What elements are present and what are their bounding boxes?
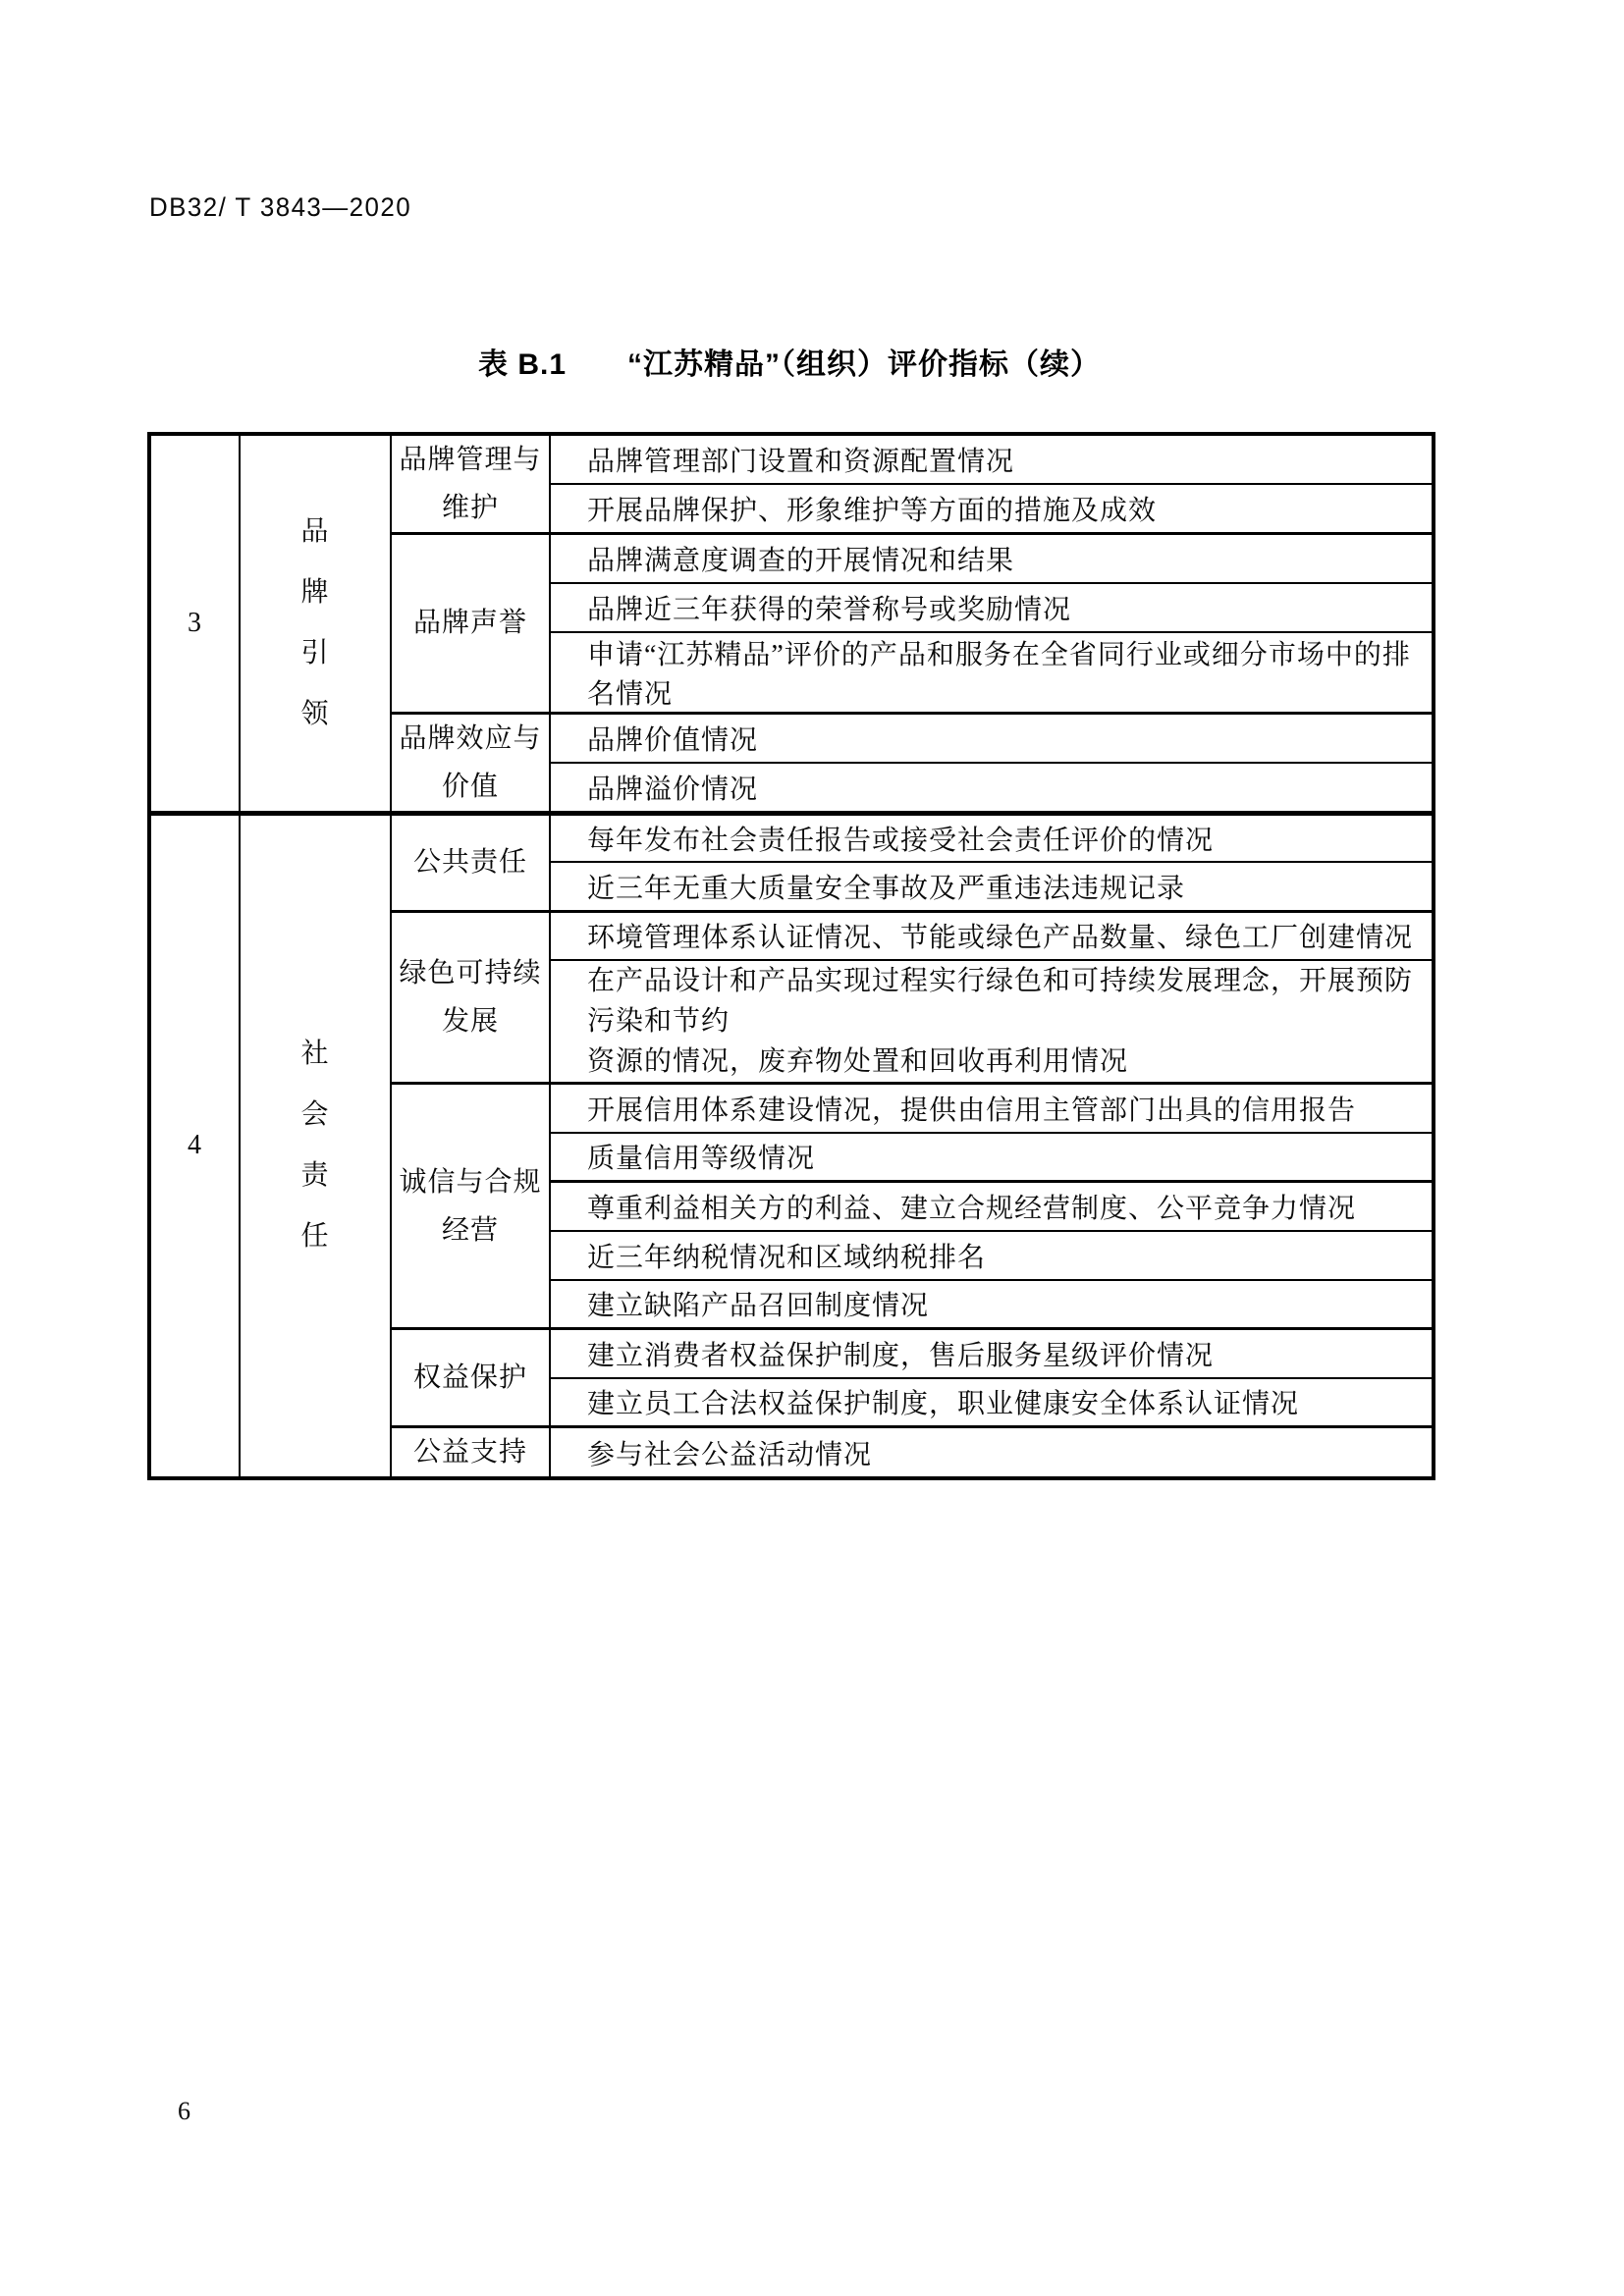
indicator-line: 在产品设计和产品实现过程实行绿色和可持续发展理念，开展预防污染和节约 [587, 966, 1414, 1037]
indicator-cell: 开展信用体系建设情况，提供由信用主管部门出具的信用报告 [550, 1084, 1434, 1133]
group-label-line: 公益支持 [412, 1437, 527, 1468]
group-label-line: 价值 [441, 771, 499, 802]
group-label-line: 诚信与合规 [399, 1166, 542, 1198]
indicator-cell: 建立缺陷产品召回制度情况 [550, 1280, 1434, 1329]
group-label-line: 维护 [441, 493, 499, 523]
page-number: 6 [178, 2097, 190, 2125]
table-caption: 表 B.1 “江苏精品”（组织）评价指标（续） [477, 348, 1102, 381]
indicator-cell: 每年发布社会责任报告或接受社会责任评价的情况 [550, 813, 1434, 862]
category-char: 品 [300, 515, 330, 547]
indicator-cell: 环境管理体系认证情况、节能或绿色产品数量、绿色工厂创建情况 [550, 911, 1434, 960]
group-cell [391, 434, 550, 534]
group-cell [391, 911, 550, 1084]
indicator-cell: 近三年纳税情况和区域纳税排名 [550, 1231, 1434, 1280]
group-cell [391, 1427, 550, 1479]
indicator-cell: 品牌溢价情况 [550, 763, 1434, 813]
section-number-cell: 4 [188, 1130, 202, 1161]
indicator-cell: 品牌管理部门设置和资源配置情况 [550, 434, 1434, 484]
group-label-line: 品牌管理与 [399, 445, 542, 475]
indicator-cell: 参与社会公益活动情况 [550, 1427, 1434, 1479]
category-char: 会 [300, 1099, 330, 1131]
category-char: 引 [300, 637, 330, 668]
indicator-cell: 申请“江苏精品”评价的产品和服务在全省同行业或细分市场中的排名情况 [550, 632, 1434, 714]
group-label-line: 发展 [441, 1005, 499, 1037]
table-row [149, 813, 1434, 862]
group-label-line: 品牌声誉 [412, 608, 527, 639]
section-number-cell: 3 [149, 434, 240, 813]
indicator-cell: 尊重利益相关方的利益、建立合规经营制度、公平竞争力情况 [550, 1182, 1434, 1231]
group-cell [391, 1084, 550, 1329]
category-char: 社 [300, 1039, 330, 1070]
group-cell [391, 713, 550, 813]
category-char: 责 [300, 1160, 330, 1192]
indicator-cell: 品牌价值情况 [550, 713, 1434, 763]
category-cell [240, 434, 391, 813]
group-label-line: 权益保护 [412, 1362, 527, 1393]
evaluation-table [147, 432, 1435, 1480]
indicator-cell: 近三年无重大质量安全事故及严重违法违规记录 [550, 862, 1434, 911]
doc-number: DB32/ T 3843—2020 [149, 192, 412, 222]
group-cell [391, 813, 550, 911]
table-row [149, 434, 1434, 484]
indicator-cell: 建立员工合法权益保护制度，职业健康安全体系认证情况 [550, 1378, 1434, 1427]
category-char: 牌 [300, 576, 330, 608]
indicator-cell: 品牌近三年获得的荣誉称号或奖励情况 [550, 583, 1434, 632]
indicator-cell [550, 960, 1434, 1084]
group-label-line: 品牌效应与 [399, 722, 542, 754]
group-cell [391, 534, 550, 714]
indicator-cell: 质量信用等级情况 [550, 1133, 1434, 1182]
indicator-cell: 品牌满意度调查的开展情况和结果 [550, 534, 1434, 583]
group-label-line: 公共责任 [412, 847, 527, 878]
category-char: 领 [300, 698, 330, 729]
group-label-line: 经营 [441, 1214, 499, 1246]
group-label-line: 绿色可持续 [399, 957, 542, 988]
indicator-cell: 开展品牌保护、形象维护等方面的措施及成效 [550, 484, 1434, 534]
category-char: 任 [300, 1221, 330, 1253]
indicator-cell: 建立消费者权益保护制度，售后服务星级评价情况 [550, 1329, 1434, 1378]
group-cell [391, 1329, 550, 1427]
category-cell [240, 813, 391, 1478]
indicator-line: 资源的情况，废弃物处置和回收再利用情况 [587, 1046, 1129, 1077]
